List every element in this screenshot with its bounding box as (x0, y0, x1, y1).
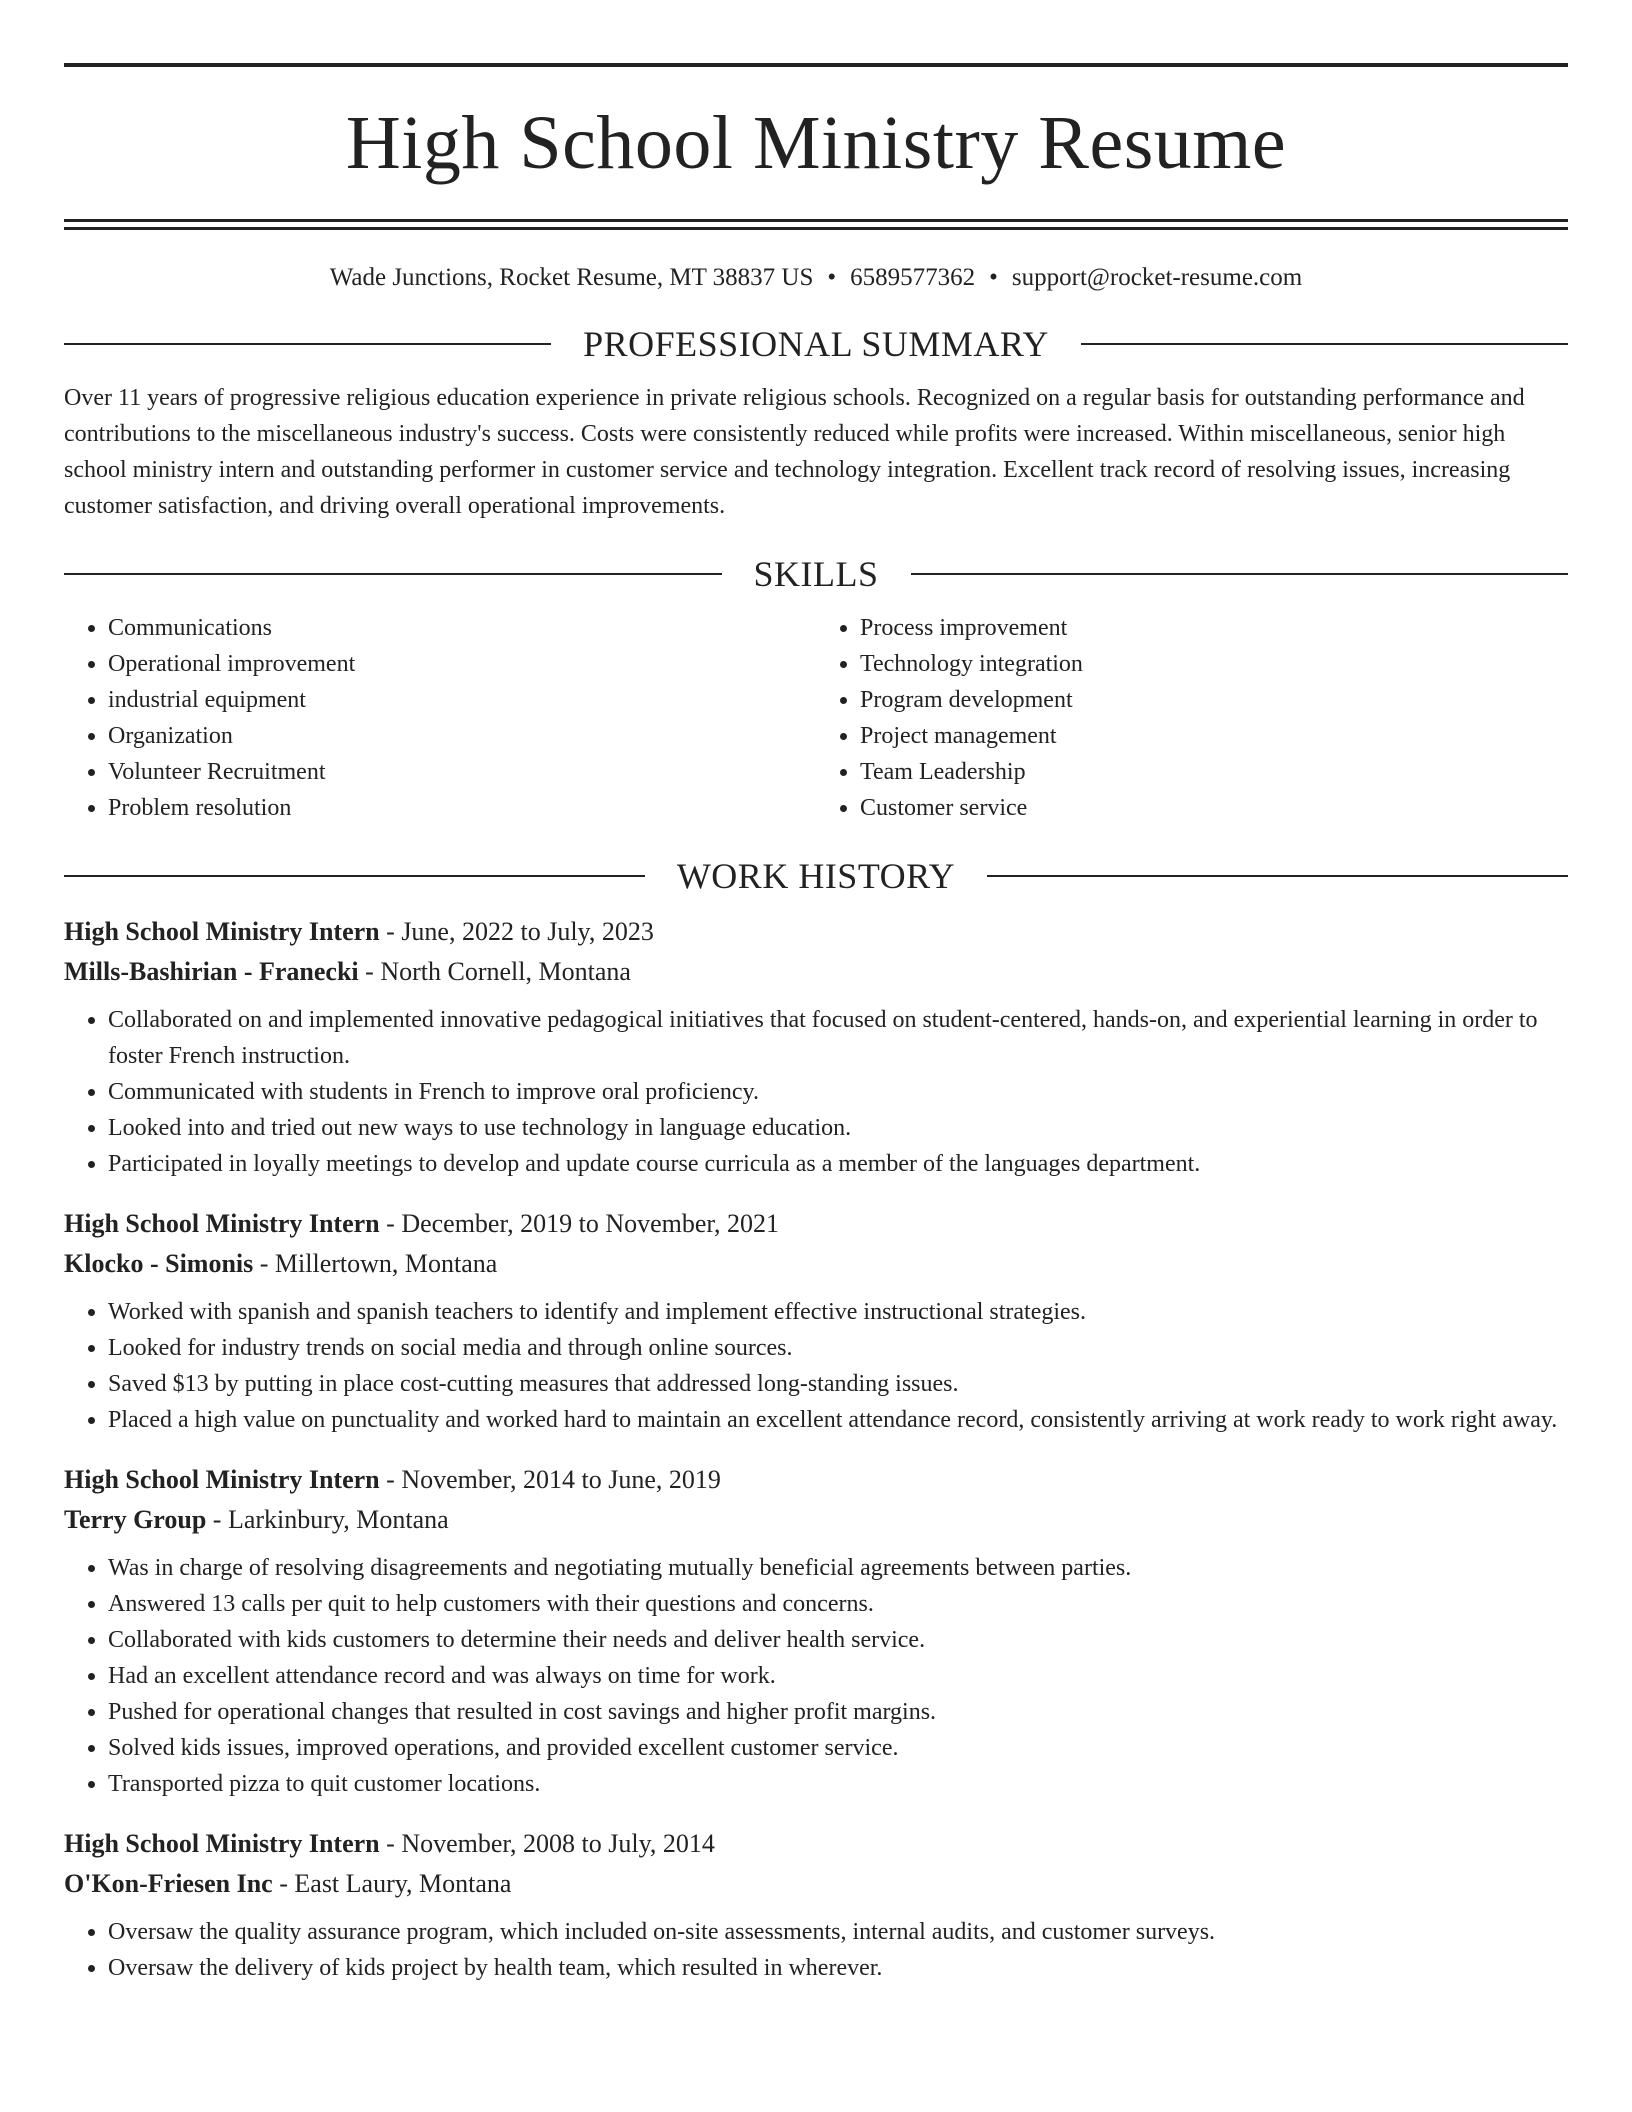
job-dash: - (272, 1869, 295, 1898)
heading-rule-left (64, 573, 722, 575)
job-title: High School Ministry Intern (64, 1829, 380, 1858)
skill-item: • Technology integration (860, 646, 1568, 682)
contact-phone: 6589577362 (850, 264, 976, 291)
skill-item: • Program development (860, 682, 1568, 718)
job-bullet: • Transported pizza to quit customer locations. (108, 1766, 1568, 1802)
skills-columns (64, 610, 1568, 826)
job-company-line (64, 952, 1568, 992)
job-bullet: • Was in charge of resolving disagreements and negotiating mutually beneficial agreements between parties. (108, 1550, 1568, 1586)
contact-line (64, 262, 1568, 294)
work-heading (64, 854, 1568, 898)
job-title: High School Ministry Intern (64, 917, 380, 946)
job-dash: - (253, 1249, 275, 1278)
skill-item: • Team Leadership (860, 754, 1568, 790)
skills-list-left (64, 610, 816, 826)
skill-item: • Project management (860, 718, 1568, 754)
job-dash: - (379, 1465, 402, 1494)
job-entry (64, 1204, 1568, 1438)
job-bullet: • Oversaw the delivery of kids project by health team, which resulted in wherever. (108, 1950, 1568, 1986)
job-company: Terry Group (64, 1505, 207, 1534)
work-history-list (64, 912, 1568, 1986)
summary-heading-label: PROFESSIONAL SUMMARY (583, 324, 1049, 364)
skill-item: • industrial equipment (108, 682, 816, 718)
job-bullet: • Saved $13 by putting in place cost-cutting measures that addressed long-standing issues. (108, 1366, 1568, 1402)
job-entry (64, 912, 1568, 1182)
summary-text: Over 11 years of progressive religious education experience in private religious schools. Recognized on a regular basis for outstanding performance and contributions to the miscellaneous industry's success. Costs were consistently reduced while profits were increased. Within miscellaneous, senior high school ministry intern and outstanding performer in customer service and technology integration. Excellent track record of resolving issues, increasing customer satisfaction, and driving overall operational improvements. (64, 385, 1525, 519)
skill-item: • Operational improvement (108, 646, 816, 682)
job-bullet: • Had an excellent attendance record and was always on time for work. (108, 1658, 1568, 1694)
job-dates: November, 2014 to June, 2019 (401, 1465, 721, 1494)
job-dates: December, 2019 to November, 2021 (401, 1209, 780, 1238)
job-dash: - (379, 1209, 402, 1238)
job-location: Millertown, Montana (274, 1249, 498, 1278)
heading-rule-left (64, 343, 551, 345)
heading-rule-left (64, 875, 645, 877)
skill-item: • Communications (108, 610, 816, 646)
job-bullet: • Solved kids issues, improved operations, and provided excellent customer service. (108, 1730, 1568, 1766)
job-bullet: • Collaborated with kids customers to determine their needs and deliver health service. (108, 1622, 1568, 1658)
contact-address: Wade Junctions, Rocket Resume, MT 38837 US (329, 264, 814, 291)
job-company-line (64, 1864, 1568, 1904)
work-heading-label: WORK HISTORY (676, 856, 956, 896)
heading-rule-right (911, 573, 1569, 575)
skill-item: • Process improvement (860, 610, 1568, 646)
job-company-line (64, 1244, 1568, 1284)
job-bullet: • Pushed for operational changes that resulted in cost savings and higher profit margins. (108, 1694, 1568, 1730)
job-dash: - (206, 1505, 228, 1534)
heading-rule-right (1081, 343, 1568, 345)
contact-email: support@rocket-resume.com (1011, 264, 1303, 291)
job-title: High School Ministry Intern (64, 1209, 380, 1238)
job-bullets (64, 1914, 1568, 1986)
job-bullets (64, 1550, 1568, 1802)
job-bullet: • Communicated with students in French to improve oral proficiency. (108, 1074, 1568, 1110)
skill-item: • Organization (108, 718, 816, 754)
skills-heading (64, 552, 1568, 596)
job-title-line (64, 1824, 1568, 1864)
job-entry (64, 1460, 1568, 1802)
resume-title: High School Ministry Resume (345, 101, 1287, 185)
job-bullet: • Oversaw the quality assurance program, which included on-site assessments, internal audits, and customer surveys. (108, 1914, 1568, 1950)
title-double-rule (64, 219, 1568, 230)
job-title-line (64, 1460, 1568, 1500)
job-dash: - (379, 917, 402, 946)
job-company: O'Kon-Friesen Inc (64, 1869, 273, 1898)
job-location: Larkinbury, Montana (227, 1505, 449, 1534)
job-bullet: • Placed a high value on punctuality and worked hard to maintain an excellent attendance record, consistently arriving at work ready to work right away. (108, 1402, 1568, 1438)
skill-item: • Volunteer Recruitment (108, 754, 816, 790)
job-dash: - (379, 1829, 402, 1858)
job-location: East Laury, Montana (294, 1869, 512, 1898)
job-dates: November, 2008 to July, 2014 (401, 1829, 715, 1858)
job-bullet: • Collaborated on and implemented innovative pedagogical initiatives that focused on student-centered, hands-on, and experiential learning in order to foster French instruction. (108, 1002, 1568, 1074)
job-bullet: • Participated in loyally meetings to develop and update course curricula as a member of the languages department. (108, 1146, 1568, 1182)
job-company-line (64, 1500, 1568, 1540)
contact-separator: • (827, 264, 837, 291)
job-bullet: • Looked for industry trends on social media and through online sources. (108, 1330, 1568, 1366)
job-company: Mills-Bashirian - Franecki (64, 957, 359, 986)
job-location: North Cornell, Montana (380, 957, 631, 986)
job-dates: June, 2022 to July, 2023 (401, 917, 654, 946)
summary-heading (64, 322, 1568, 366)
job-bullets (64, 1002, 1568, 1182)
job-bullet: • Worked with spanish and spanish teachers to identify and implement effective instructional strategies. (108, 1294, 1568, 1330)
job-company: Klocko - Simonis (64, 1249, 254, 1278)
job-bullet: • Looked into and tried out new ways to use technology in language education. (108, 1110, 1568, 1146)
skills-heading-label: SKILLS (753, 554, 879, 594)
contact-separator: • (989, 264, 998, 291)
job-title: High School Ministry Intern (64, 1465, 380, 1494)
skills-list-right (816, 610, 1568, 826)
job-dash: - (358, 957, 381, 986)
job-bullet: • Answered 13 calls per quit to help customers with their questions and concerns. (108, 1586, 1568, 1622)
heading-rule-right (987, 875, 1568, 877)
job-title-line (64, 1204, 1568, 1244)
top-rule (64, 63, 1568, 67)
skill-item: • Customer service (860, 790, 1568, 826)
job-bullets (64, 1294, 1568, 1438)
skill-item: • Problem resolution (108, 790, 816, 826)
job-entry (64, 1824, 1568, 1986)
job-title-line (64, 912, 1568, 952)
